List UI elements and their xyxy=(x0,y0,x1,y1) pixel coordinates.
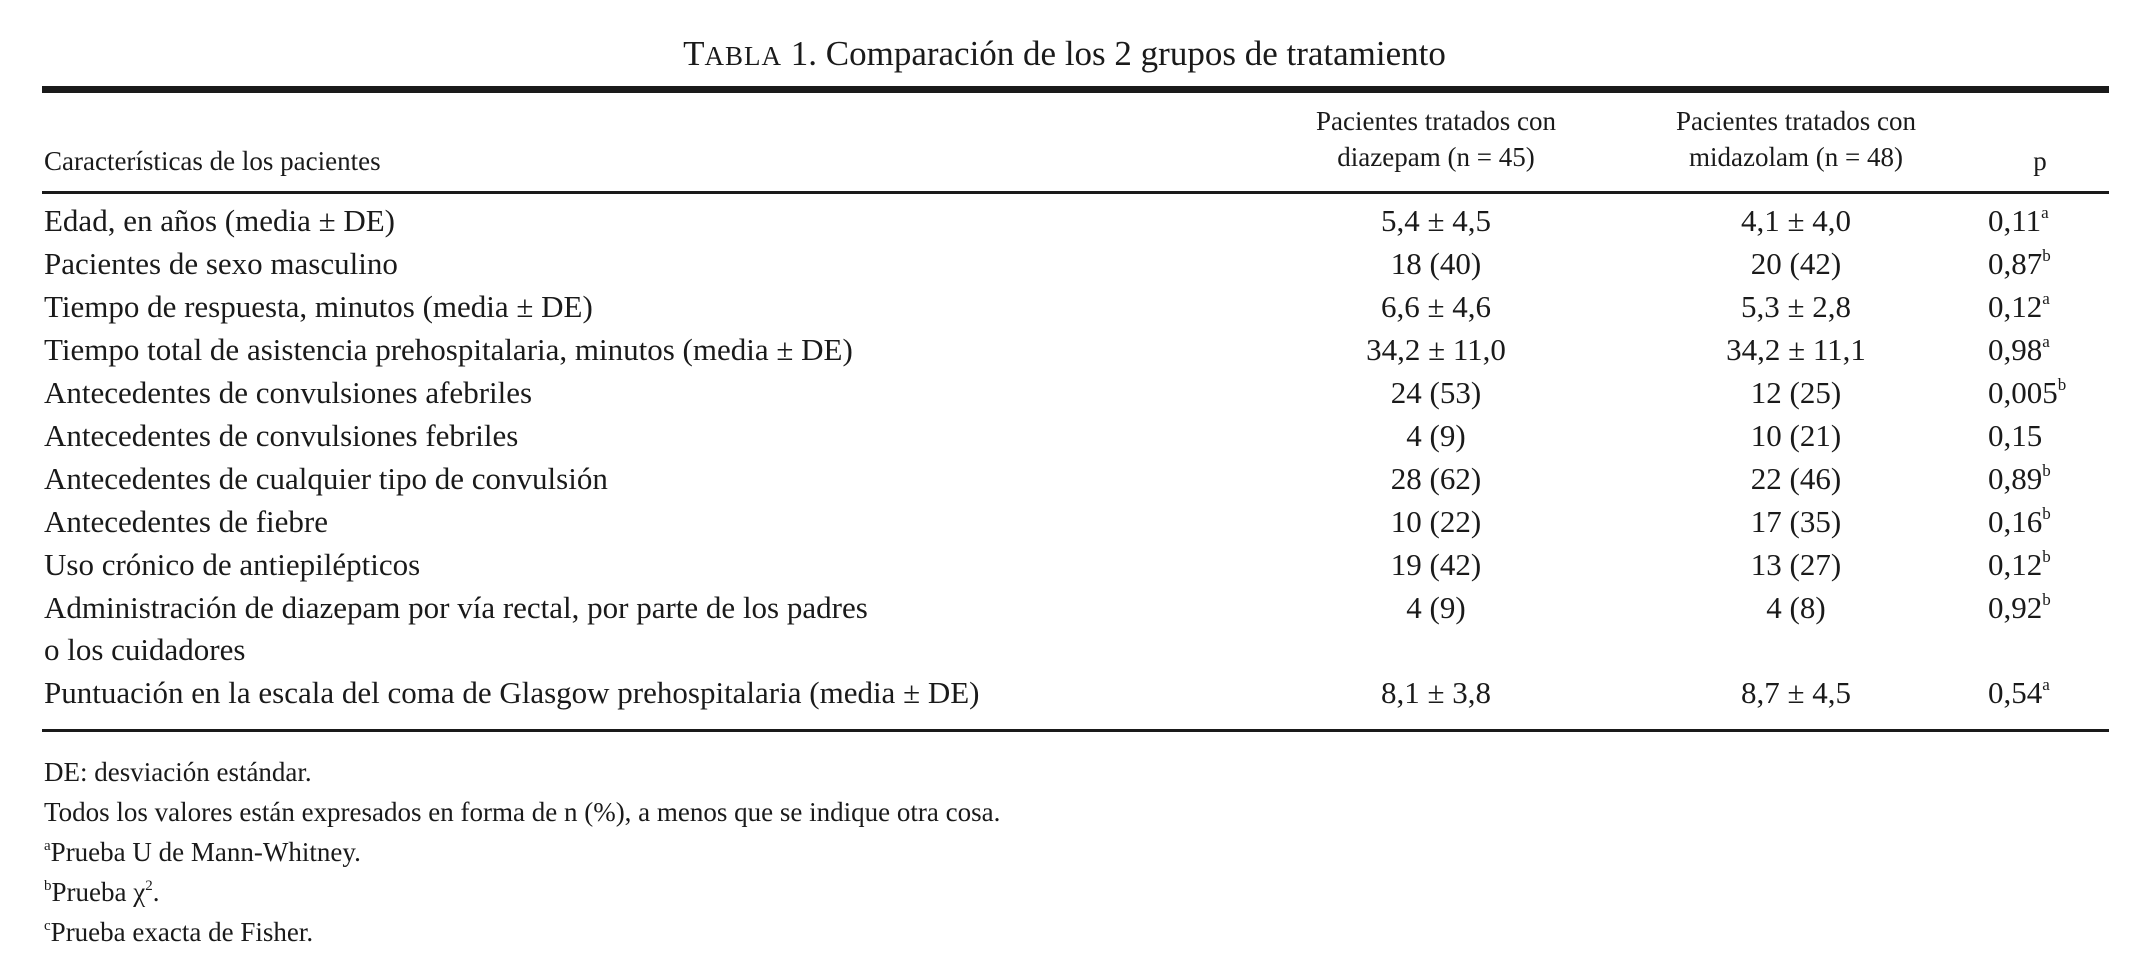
row-diazepam-value: 24 (53) xyxy=(1390,375,1482,410)
p-number: 0,89 xyxy=(1988,461,2043,496)
footnote-b-text: Prueba χ xyxy=(51,877,146,907)
header-rule xyxy=(42,191,2109,194)
row-midazolam-value: 8,7 ± 4,5 xyxy=(1740,675,1851,710)
row-p-value xyxy=(1988,544,2098,586)
footnote-b-exponent: 2 xyxy=(145,878,153,894)
p-footnote-mark: a xyxy=(2042,332,2050,351)
row-label: Uso crónico de antiepilépticos xyxy=(44,547,421,582)
row-p-value xyxy=(1988,672,2098,714)
header-midazolam-line1: Pacientes tratados con xyxy=(1676,106,1916,136)
footnote-c-mark: c xyxy=(44,918,51,934)
header-p: p xyxy=(2033,146,2047,176)
footnote-b-period: . xyxy=(152,877,160,907)
row-midazolam-value: 12 (25) xyxy=(1750,375,1842,410)
row-p-value xyxy=(1988,372,2098,414)
footnote-b xyxy=(44,872,1000,912)
p-number: 0,87 xyxy=(1988,246,2043,281)
row-p-value xyxy=(1988,587,2098,629)
p-footnote-mark: b xyxy=(2042,547,2051,566)
row-label-line2: o los cuidadores xyxy=(44,632,246,667)
row-midazolam-value: 20 (42) xyxy=(1750,246,1842,281)
p-footnote-mark: b xyxy=(2042,504,2051,523)
row-label: Antecedentes de convulsiones afebriles xyxy=(44,375,533,410)
header-characteristics: Características de los pacientes xyxy=(44,146,381,176)
row-p-value xyxy=(1988,458,2098,500)
footnote-c xyxy=(44,912,1000,952)
table-row xyxy=(0,415,2129,458)
row-diazepam-value: 34,2 ± 11,0 xyxy=(1366,332,1506,367)
p-footnote-mark: a xyxy=(2042,289,2050,308)
footnote-b-mark: b xyxy=(44,878,52,894)
header-midazolam xyxy=(1626,103,1966,175)
row-diazepam-value: 4 (9) xyxy=(1406,418,1466,453)
p-footnote-mark: b xyxy=(2042,461,2051,480)
row-label: Antecedentes de cualquier tipo de convulsión xyxy=(44,461,608,496)
p-number: 0,12 xyxy=(1988,289,2043,324)
p-number: 0,12 xyxy=(1988,547,2043,582)
table-row xyxy=(0,587,2129,672)
footnote-a-text: Prueba U de Mann-Whitney. xyxy=(50,837,361,867)
p-footnote-mark: a xyxy=(2042,675,2050,694)
table-row xyxy=(0,672,2129,715)
table-title xyxy=(0,32,2129,78)
p-footnote-mark: a xyxy=(2041,203,2049,222)
row-midazolam-value: 34,2 ± 11,1 xyxy=(1726,332,1866,367)
row-midazolam-value: 22 (46) xyxy=(1750,461,1842,496)
table-row xyxy=(0,200,2129,243)
row-p-value xyxy=(1988,200,2098,242)
table-row xyxy=(0,329,2129,372)
p-number: 0,005 xyxy=(1988,375,2058,410)
header-diazepam xyxy=(1266,103,1606,175)
row-label: Antecedentes de convulsiones febriles xyxy=(44,418,519,453)
p-number: 0,15 xyxy=(1988,418,2043,453)
p-number: 0,92 xyxy=(1988,590,2043,625)
row-label: Tiempo de respuesta, minutos (media ± DE) xyxy=(44,289,593,324)
title-smallcaps: ABLA xyxy=(704,41,782,71)
row-diazepam-value: 28 (62) xyxy=(1390,461,1482,496)
row-label: Pacientes de sexo masculino xyxy=(44,246,398,281)
p-number: 0,98 xyxy=(1988,332,2043,367)
row-midazolam-value: 4,1 ± 4,0 xyxy=(1740,203,1851,238)
row-p-value xyxy=(1988,415,2098,457)
footnote-values: Todos los valores están expresados en forma de n (%), a menos que se indique otra cosa. xyxy=(44,797,1001,827)
footnote-de: DE: desviación estándar. xyxy=(44,757,312,787)
table-body xyxy=(0,200,2129,715)
bottom-rule xyxy=(42,729,2109,732)
row-label: Antecedentes de fiebre xyxy=(44,504,329,539)
table-row xyxy=(0,243,2129,286)
title-text: 1. Comparación de los 2 grupos de tratamiento xyxy=(782,34,1446,73)
row-label: Tiempo total de asistencia prehospitalaria, minutos (media ± DE) xyxy=(44,332,853,367)
p-footnote-mark: b xyxy=(2042,590,2051,609)
row-label: Puntuación en la escala del coma de Glasgow prehospitalaria (media ± DE) xyxy=(44,675,980,710)
row-diazepam-value: 6,6 ± 4,6 xyxy=(1380,289,1491,324)
row-p-value xyxy=(1988,286,2098,328)
row-midazolam-value: 17 (35) xyxy=(1750,504,1842,539)
table-row xyxy=(0,372,2129,415)
footnote-a xyxy=(44,832,1000,872)
row-p-value xyxy=(1988,501,2098,543)
footnote-a-mark: a xyxy=(44,838,51,854)
row-p-value xyxy=(1988,329,2098,371)
row-p-value xyxy=(1988,243,2098,285)
table-footnotes xyxy=(44,752,1000,952)
row-diazepam-value: 19 (42) xyxy=(1390,547,1482,582)
table-row xyxy=(0,501,2129,544)
row-label: Edad, en años (media ± DE) xyxy=(44,203,396,238)
row-diazepam-value: 5,4 ± 4,5 xyxy=(1380,203,1491,238)
row-label-line1: Administración de diazepam por vía rectal, por parte de los padres xyxy=(44,590,868,625)
p-number: 0,16 xyxy=(1988,504,2043,539)
row-diazepam-value: 4 (9) xyxy=(1406,590,1466,625)
row-label xyxy=(44,587,1094,671)
row-diazepam-value: 8,1 ± 3,8 xyxy=(1380,675,1491,710)
row-midazolam-value: 4 (8) xyxy=(1766,590,1826,625)
row-midazolam-value: 10 (21) xyxy=(1750,418,1842,453)
footnote-c-text: Prueba exacta de Fisher. xyxy=(50,917,314,947)
row-midazolam-value: 13 (27) xyxy=(1750,547,1842,582)
header-midazolam-line2: midazolam (n = 48) xyxy=(1689,142,1903,172)
p-footnote-mark: b xyxy=(2057,375,2067,394)
header-diazepam-line2: diazepam (n = 45) xyxy=(1337,142,1535,172)
p-footnote-mark: b xyxy=(2042,246,2051,265)
table-row xyxy=(0,286,2129,329)
p-number: 0,54 xyxy=(1988,675,2043,710)
title-lead-letter: T xyxy=(683,34,705,73)
header-diazepam-line1: Pacientes tratados con xyxy=(1316,106,1556,136)
row-diazepam-value: 10 (22) xyxy=(1390,504,1482,539)
table-row xyxy=(0,458,2129,501)
table-row xyxy=(0,544,2129,587)
row-diazepam-value: 18 (40) xyxy=(1390,246,1482,281)
p-number: 0,11 xyxy=(1988,203,2042,238)
row-midazolam-value: 5,3 ± 2,8 xyxy=(1740,289,1851,324)
top-rule xyxy=(42,86,2109,93)
